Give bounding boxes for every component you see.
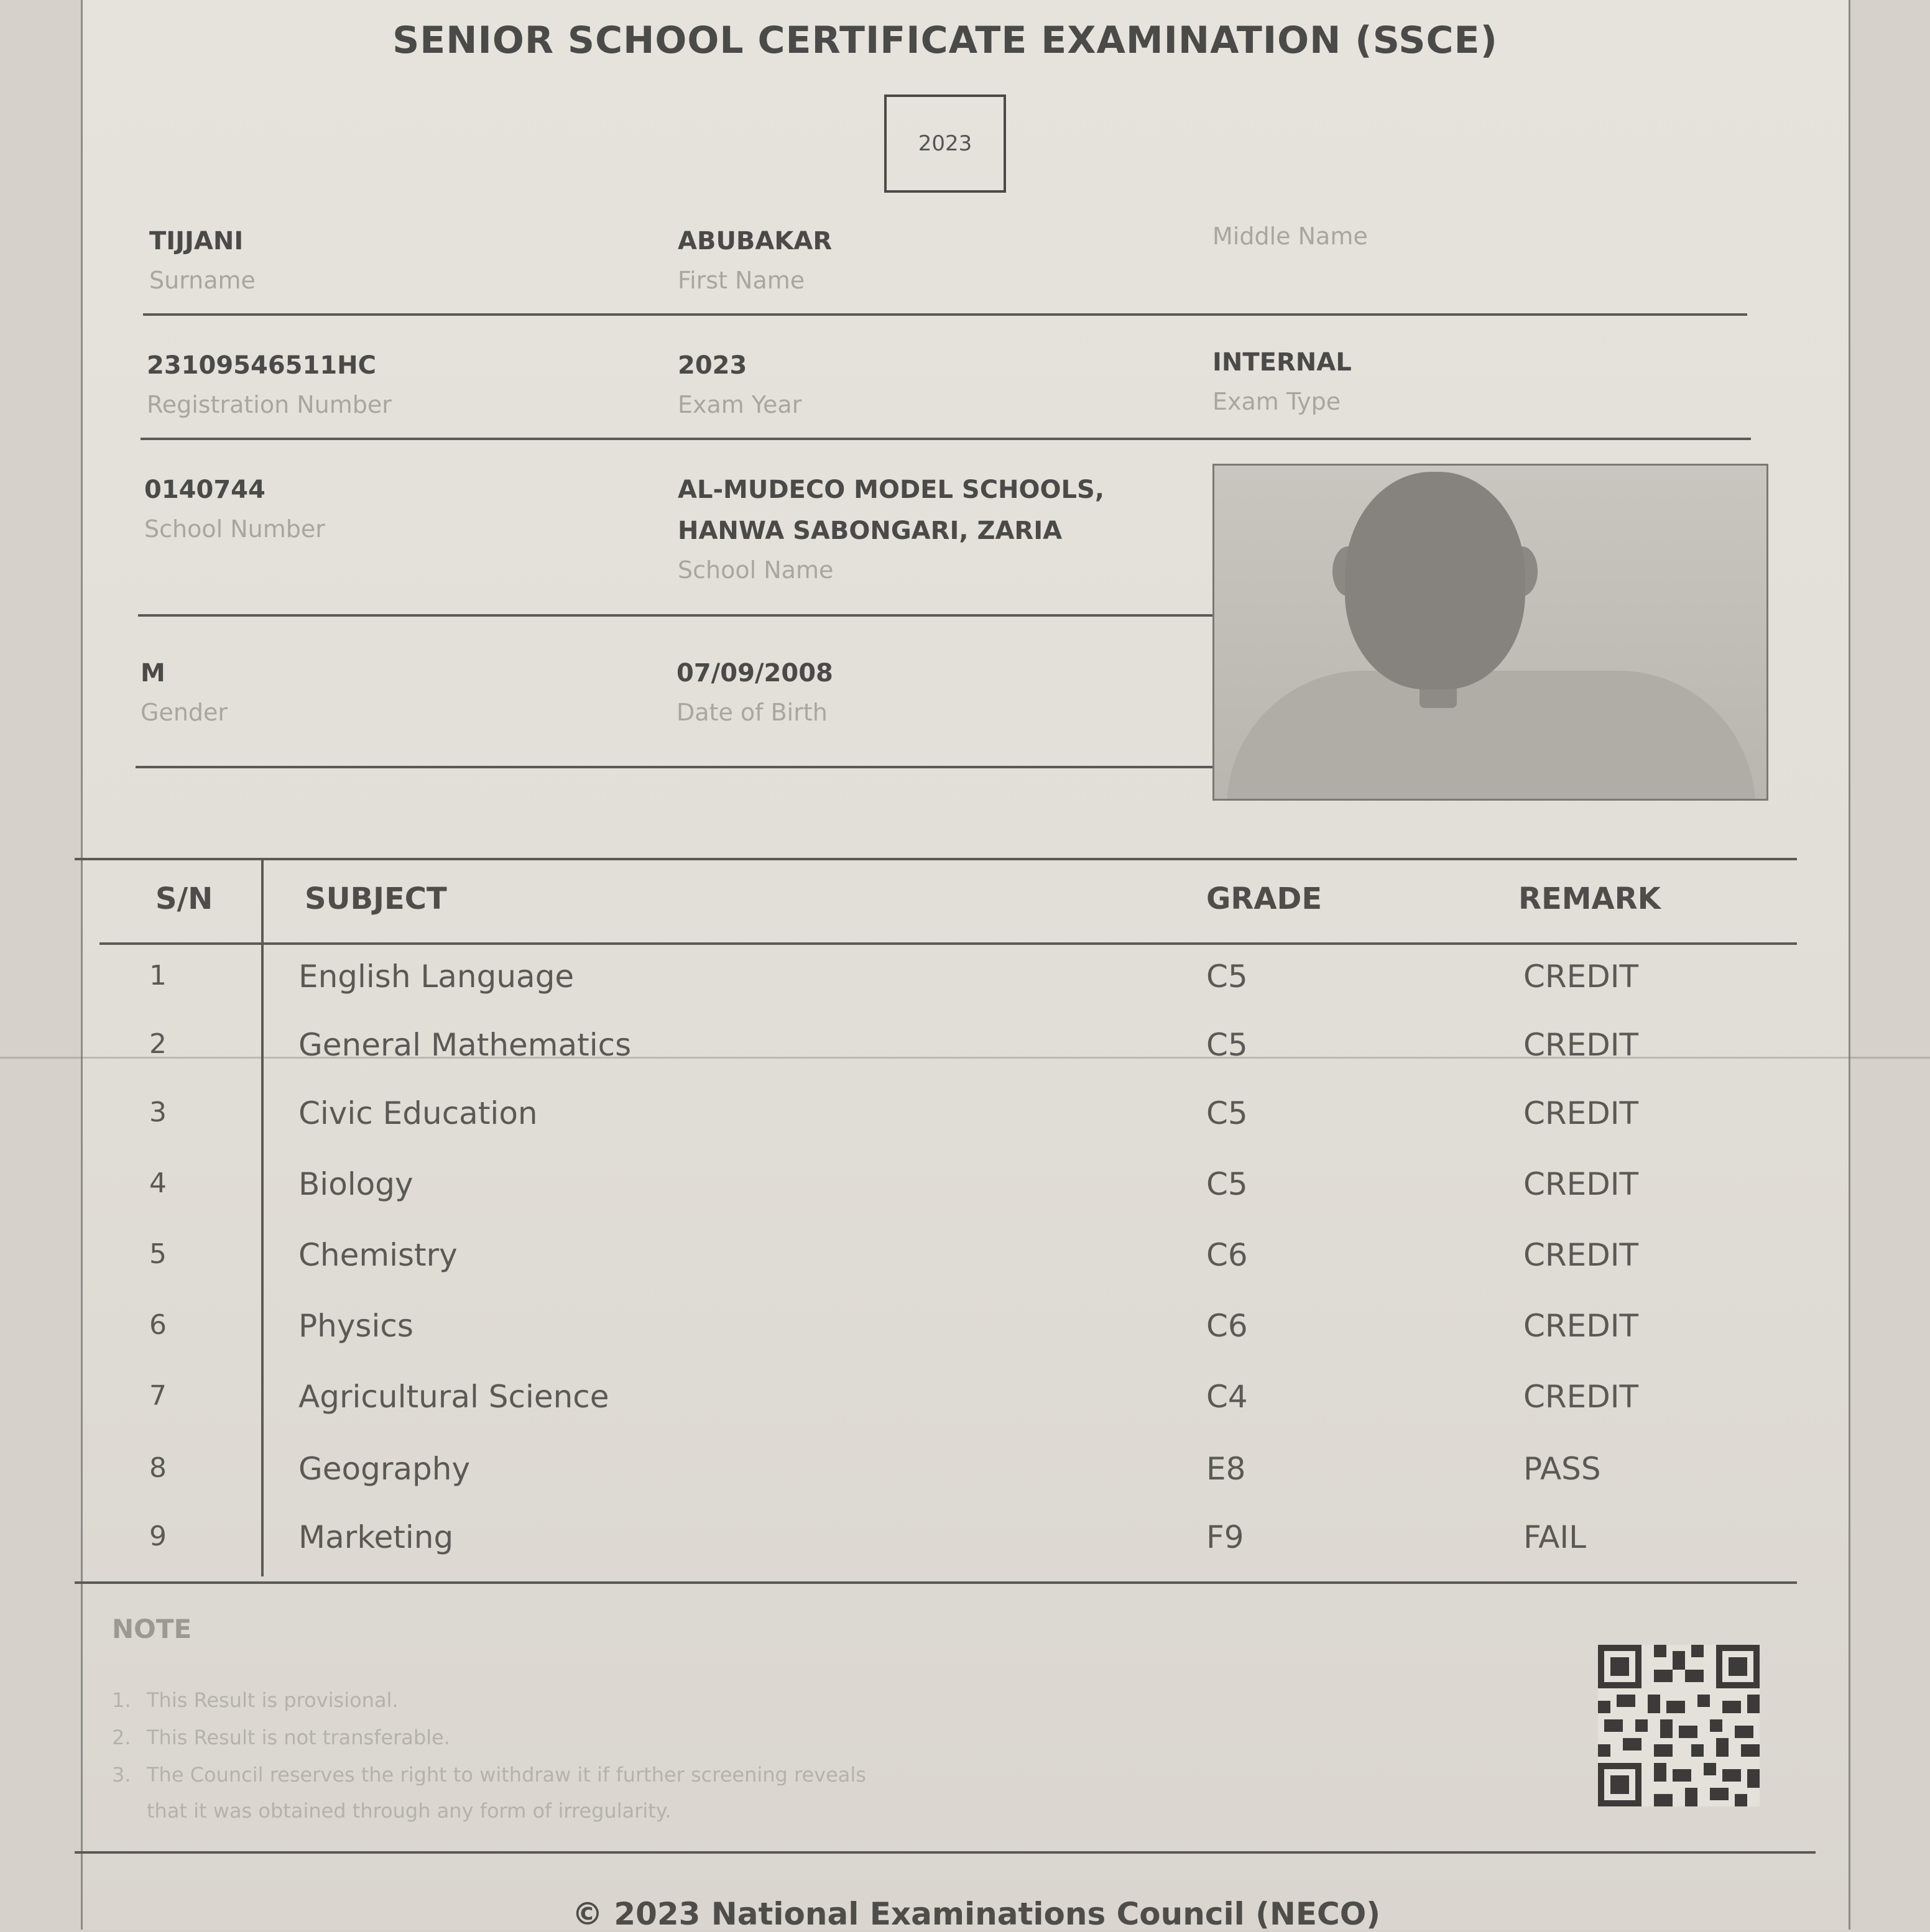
school-name-line2: HANWA SABONGARI, ZARIA — [678, 517, 1063, 545]
registration-field — [147, 345, 392, 423]
row-remark: CREDIT — [1523, 1308, 1639, 1344]
row-sn: 8 — [149, 1452, 167, 1484]
passport-photo — [1212, 464, 1768, 801]
note-number: 1. — [112, 1688, 131, 1712]
row-subject: Marketing — [298, 1519, 454, 1555]
document-title: SENIOR SCHOOL CERTIFICATE EXAMINATION (SSCE) — [392, 19, 1498, 62]
table-row — [112, 1438, 1778, 1509]
gender-label: Gender — [141, 699, 228, 726]
row-grade: F9 — [1206, 1519, 1244, 1555]
table-row — [112, 946, 1778, 1017]
row-grade: C6 — [1206, 1308, 1248, 1344]
footer-copyright: © 2023 National Examinations Council (NECO) — [571, 1896, 1381, 1932]
row-subject: Civic Education — [298, 1095, 538, 1131]
row-sn: 3 — [149, 1097, 167, 1128]
row-remark: PASS — [1523, 1451, 1601, 1487]
middle-name-label: Middle Name — [1212, 223, 1368, 250]
row-sn: 5 — [149, 1238, 167, 1270]
row-remark: CREDIT — [1523, 1237, 1639, 1273]
note-heading: NOTE — [112, 1614, 192, 1644]
divider — [143, 313, 1747, 316]
first-name-value: ABUBAKAR — [678, 227, 833, 255]
school-name-field — [678, 469, 1104, 589]
exam-year-field — [678, 345, 801, 423]
row-grade: C5 — [1206, 959, 1248, 995]
school-name-label: School Name — [678, 556, 834, 584]
row-subject: Agricultural Science — [298, 1379, 609, 1415]
exam-type-label: Exam Type — [1212, 388, 1341, 415]
note-item — [112, 1799, 671, 1823]
note-text: This Result is provisional. — [147, 1688, 399, 1712]
row-grade: C6 — [1206, 1237, 1248, 1273]
year-box: 2023 — [884, 94, 1006, 193]
header-sn: S/N — [155, 881, 213, 916]
note-item — [112, 1763, 866, 1787]
row-grade: C4 — [1206, 1379, 1248, 1415]
exam-year-value: 2023 — [678, 351, 747, 380]
row-subject: General Mathematics — [298, 1027, 632, 1063]
middle-name-field — [1212, 218, 1368, 255]
table-header-rule — [99, 942, 1797, 945]
note-item — [112, 1688, 399, 1712]
gender-field — [141, 653, 228, 731]
table-row — [112, 1014, 1778, 1085]
first-name-field — [678, 221, 832, 299]
table-row — [112, 1225, 1778, 1295]
row-sn: 1 — [149, 960, 167, 991]
school-number-label: School Number — [144, 515, 325, 543]
note-text: The Council reserves the right to withdraw it if further screening reveals — [147, 1763, 866, 1787]
row-grade: C5 — [1206, 1166, 1248, 1202]
table-row — [112, 1083, 1778, 1154]
row-sn: 6 — [149, 1309, 167, 1341]
row-remark: CREDIT — [1523, 1095, 1639, 1131]
exam-type-field — [1212, 342, 1352, 420]
row-sn: 7 — [149, 1380, 167, 1412]
row-remark: FAIL — [1523, 1519, 1586, 1555]
gender-value: M — [141, 659, 165, 688]
divider — [138, 614, 1214, 617]
photo-head — [1345, 472, 1525, 689]
note-number: 3. — [112, 1763, 131, 1787]
surname-label: Surname — [149, 267, 256, 294]
table-row — [112, 1366, 1778, 1437]
row-subject: Biology — [298, 1166, 413, 1202]
divider — [141, 438, 1751, 440]
row-subject: Geography — [298, 1451, 471, 1487]
row-subject: Physics — [298, 1308, 413, 1344]
exam-type-value: INTERNAL — [1212, 348, 1352, 377]
row-grade: E8 — [1206, 1451, 1246, 1487]
row-subject: Chemistry — [298, 1237, 458, 1273]
note-item — [112, 1726, 450, 1749]
registration-value: 23109546511HC — [147, 351, 376, 380]
first-name-label: First Name — [678, 267, 805, 294]
header-grade: GRADE — [1206, 881, 1323, 916]
table-row — [112, 1154, 1778, 1225]
dob-label: Date of Birth — [676, 699, 828, 726]
note-text: that it was obtained through any form of irregularity. — [147, 1799, 672, 1823]
school-number-value: 0140744 — [144, 476, 265, 504]
row-grade: C5 — [1206, 1095, 1248, 1131]
dob-value: 07/09/2008 — [676, 659, 833, 688]
table-row — [112, 1507, 1778, 1578]
row-sn: 4 — [149, 1167, 167, 1199]
surname-field — [149, 221, 256, 299]
note-text: This Result is not transferable. — [147, 1726, 450, 1749]
note-number: 2. — [112, 1726, 131, 1749]
photo-shoulders — [1227, 671, 1755, 801]
header-remark: REMARK — [1518, 881, 1661, 916]
row-sn: 9 — [149, 1520, 167, 1552]
surname-value: TIJJANI — [149, 227, 244, 255]
row-grade: C5 — [1206, 1027, 1248, 1063]
school-number-field — [144, 469, 325, 548]
dob-field — [676, 653, 833, 731]
school-name-line1: AL-MUDECO MODEL SCHOOLS, — [678, 476, 1105, 504]
qr-code-icon — [1598, 1645, 1760, 1806]
row-remark: CREDIT — [1523, 1166, 1639, 1202]
exam-year-label: Exam Year — [678, 391, 802, 418]
row-remark: CREDIT — [1523, 959, 1639, 995]
row-sn: 2 — [149, 1028, 167, 1060]
row-remark: CREDIT — [1523, 1027, 1639, 1063]
table-row — [112, 1295, 1778, 1366]
divider — [136, 766, 1214, 768]
row-remark: CREDIT — [1523, 1379, 1639, 1415]
row-subject: English Language — [298, 959, 575, 995]
footer-divider — [75, 1851, 1816, 1854]
registration-label: Registration Number — [147, 391, 392, 418]
header-subject: SUBJECT — [305, 881, 447, 916]
